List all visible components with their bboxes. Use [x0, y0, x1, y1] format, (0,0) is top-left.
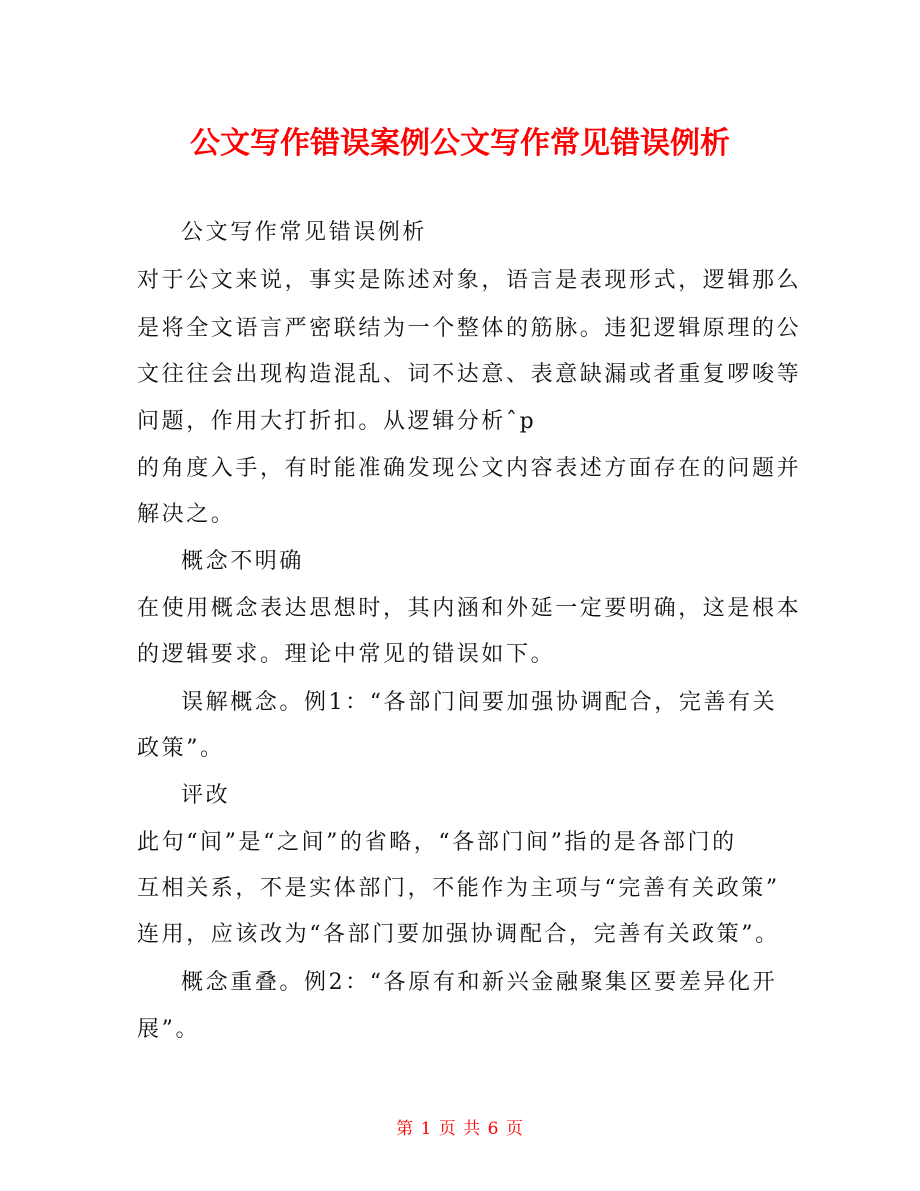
page-title: 公文写作错误案例公文写作常见错误例析 — [190, 126, 730, 161]
paragraph-line: 误解概念。例1：“各部门间要加强协调配合，完善有关 — [181, 690, 778, 715]
paragraph-line: 连用，应该改为“各部门要加强协调配合，完善有关政策”。 — [137, 922, 780, 947]
paragraph-line: 互相关系，不是实体部门，不能作为主项与“完善有关政策” — [137, 876, 780, 901]
paragraph-line: 是将全文语言严密联结为一个整体的筋脉。违犯逻辑原理的公 — [137, 316, 802, 341]
paragraph-line: 此句“间”是“之间”的省略，“各部门间”指的是各部门的 — [137, 830, 737, 855]
paragraph-line: 问题，作用大打折扣。从逻辑分析ˆp — [137, 409, 537, 434]
paragraph-line: 展”。 — [137, 1017, 201, 1042]
paragraph-line: 的角度入手，有时能准确发现公文内容表述方面存在的问题并 — [137, 456, 802, 481]
paragraph-line: 概念重叠。例2：“各原有和新兴金融聚集区要差异化开 — [181, 970, 778, 995]
paragraph-line: 的逻辑要求。理论中常见的错误如下。 — [137, 642, 556, 667]
section-heading: 概念不明确 — [181, 549, 305, 574]
doc-subtitle: 公文写作常见错误例析 — [181, 220, 428, 245]
paragraph-line: 解决之。 — [137, 502, 236, 527]
section-heading: 评改 — [181, 783, 231, 808]
paragraph-line: 对于公文来说，事实是陈述对象，语言是表现形式，逻辑那么 — [137, 268, 802, 293]
page-footer: 第 1 页 共 6 页 — [396, 1119, 524, 1139]
paragraph-line: 在使用概念表达思想时，其内涵和外延一定要明确，这是根本 — [137, 596, 802, 621]
paragraph-line: 政策”。 — [137, 736, 225, 761]
paragraph-line: 文往往会出现构造混乱、词不达意、表意缺漏或者重复啰唆等 — [137, 362, 802, 387]
